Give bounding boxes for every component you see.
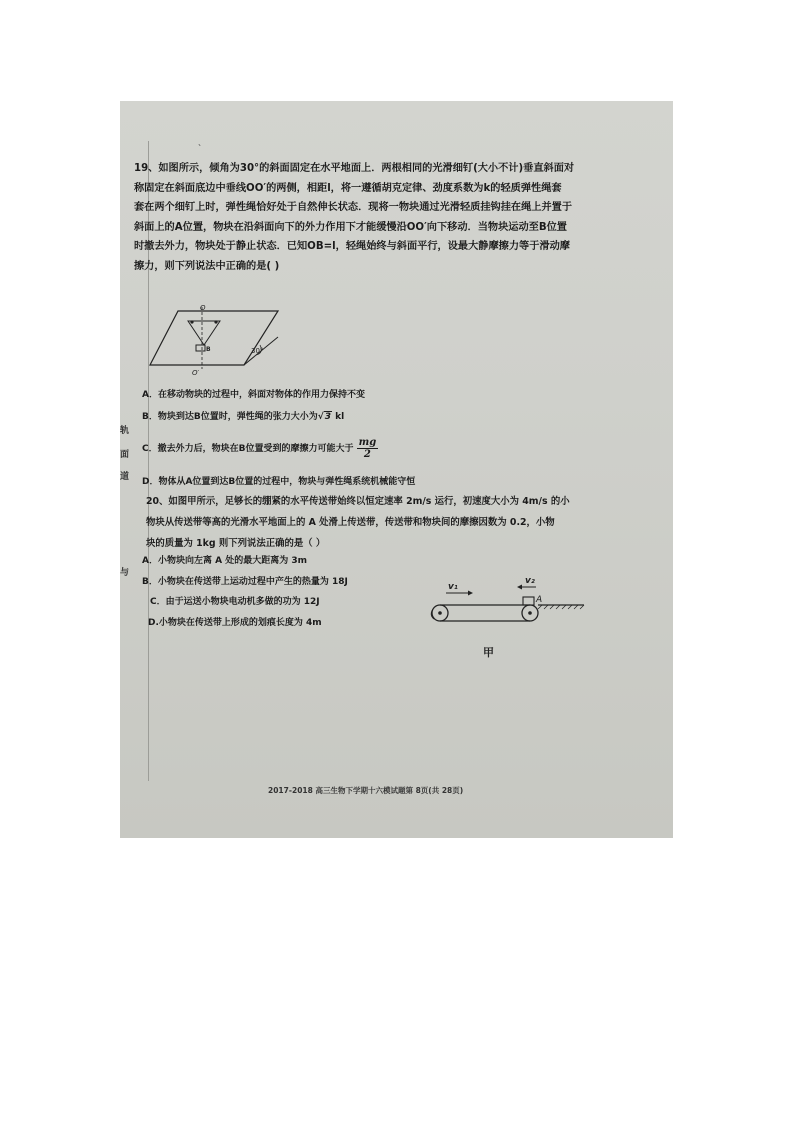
q20-line: 物块从传送带等高的光滑水平地面上的 A 处滑上传送带，传送带和物块间的摩擦因数为 0.2，小物 bbox=[146, 517, 555, 528]
option-b-text: B．物块到达B位置时，弹性绳的张力大小为 bbox=[142, 412, 318, 422]
sqrt-three: √3 bbox=[317, 412, 332, 422]
fraction-numerator: mg bbox=[358, 437, 377, 448]
label-b: B bbox=[206, 346, 211, 353]
root-value: 3 bbox=[324, 412, 332, 422]
q20-option-c: C．由于运送小物块电动机多做的功为 12J bbox=[150, 597, 320, 607]
label-a: A bbox=[536, 595, 543, 605]
side-char: 轨 bbox=[120, 426, 130, 436]
q19-line: 斜面上的A位置，物块在沿斜面向下的外力作用下才能缓慢沿OO′向下移动．当物块运动至B位置 bbox=[134, 221, 567, 233]
label-angle: 30° bbox=[251, 347, 264, 355]
q20-conveyor-figure bbox=[420, 575, 590, 625]
q19-line: 19、如图所示，倾角为30°的斜面固定在水平地面上．两根相同的光滑细钉(大小不计)垂直斜面对 bbox=[134, 163, 575, 174]
q20-stem bbox=[146, 491, 666, 554]
q20-option-b: B．小物块在传送带上运动过程中产生的热量为 18J bbox=[142, 577, 348, 587]
q19-incline-figure bbox=[148, 301, 283, 376]
q20-line: 20、如图甲所示，足够长的绷紧的水平传送带始终以恒定速率 2m/s 运行，初速度大小为 4m/s 的小 bbox=[146, 496, 570, 507]
q19-option-b bbox=[142, 409, 344, 422]
fraction-mg-2 bbox=[357, 437, 379, 460]
photographed-page bbox=[120, 101, 673, 838]
q19-line: 套在两个细钉上时，弹性绳恰好处于自然伸长状态．现将一物块通过光滑轻质挂钩挂在绳上并置于 bbox=[134, 202, 573, 213]
label-v2: v₂ bbox=[525, 576, 535, 586]
q19-line: 擦力，则下列说法中正确的是( ) bbox=[134, 260, 280, 272]
q19-option-a: A．在移动物块的过程中，斜面对物体的作用力保持不变 bbox=[142, 390, 365, 400]
q19-line: 时撤去外力，物块处于静止状态．已知OB=l，轻绳始终与斜面平行，设最大静摩擦力等于滑动摩 bbox=[134, 241, 570, 252]
label-o-top: O bbox=[200, 304, 206, 312]
q20-line: 块的质量为 1kg 则下列说法正确的是（ ） bbox=[146, 538, 326, 549]
option-b-unit: kl bbox=[335, 412, 345, 422]
q19-line: 称固定在斜面底边中垂线OO′的两侧，相距l，将一遵循胡克定律、劲度系数为k的轻质弹性绳套 bbox=[134, 182, 562, 194]
side-char: 与 bbox=[120, 568, 130, 578]
label-v1: v₁ bbox=[448, 582, 458, 592]
page-footer: 2017-2018 高三生物下学期十六模试题第 8页(共 28页) bbox=[268, 786, 464, 795]
label-o-bottom: O′ bbox=[192, 369, 200, 376]
q19-option-d: D．物体从A位置到达B位置的过程中，物块与弹性绳系统机械能守恒 bbox=[142, 477, 416, 487]
fraction-denominator: 2 bbox=[363, 449, 371, 460]
q20-option-d: D.小物块在传送带上形成的划痕长度为 4m bbox=[148, 618, 322, 628]
side-char: 道 bbox=[120, 472, 130, 482]
q20-option-a: A．小物块向左离 A 处的最大距离为 3m bbox=[142, 556, 307, 566]
q19-option-c bbox=[142, 437, 378, 460]
option-c-text: C．撤去外力后，物块在B位置受到的摩擦力可能大于 bbox=[142, 444, 354, 454]
stray-mark: 、 bbox=[198, 138, 206, 147]
side-char: 面 bbox=[120, 450, 130, 460]
q19-stem bbox=[134, 159, 664, 276]
figure-caption: 甲 bbox=[483, 646, 494, 659]
